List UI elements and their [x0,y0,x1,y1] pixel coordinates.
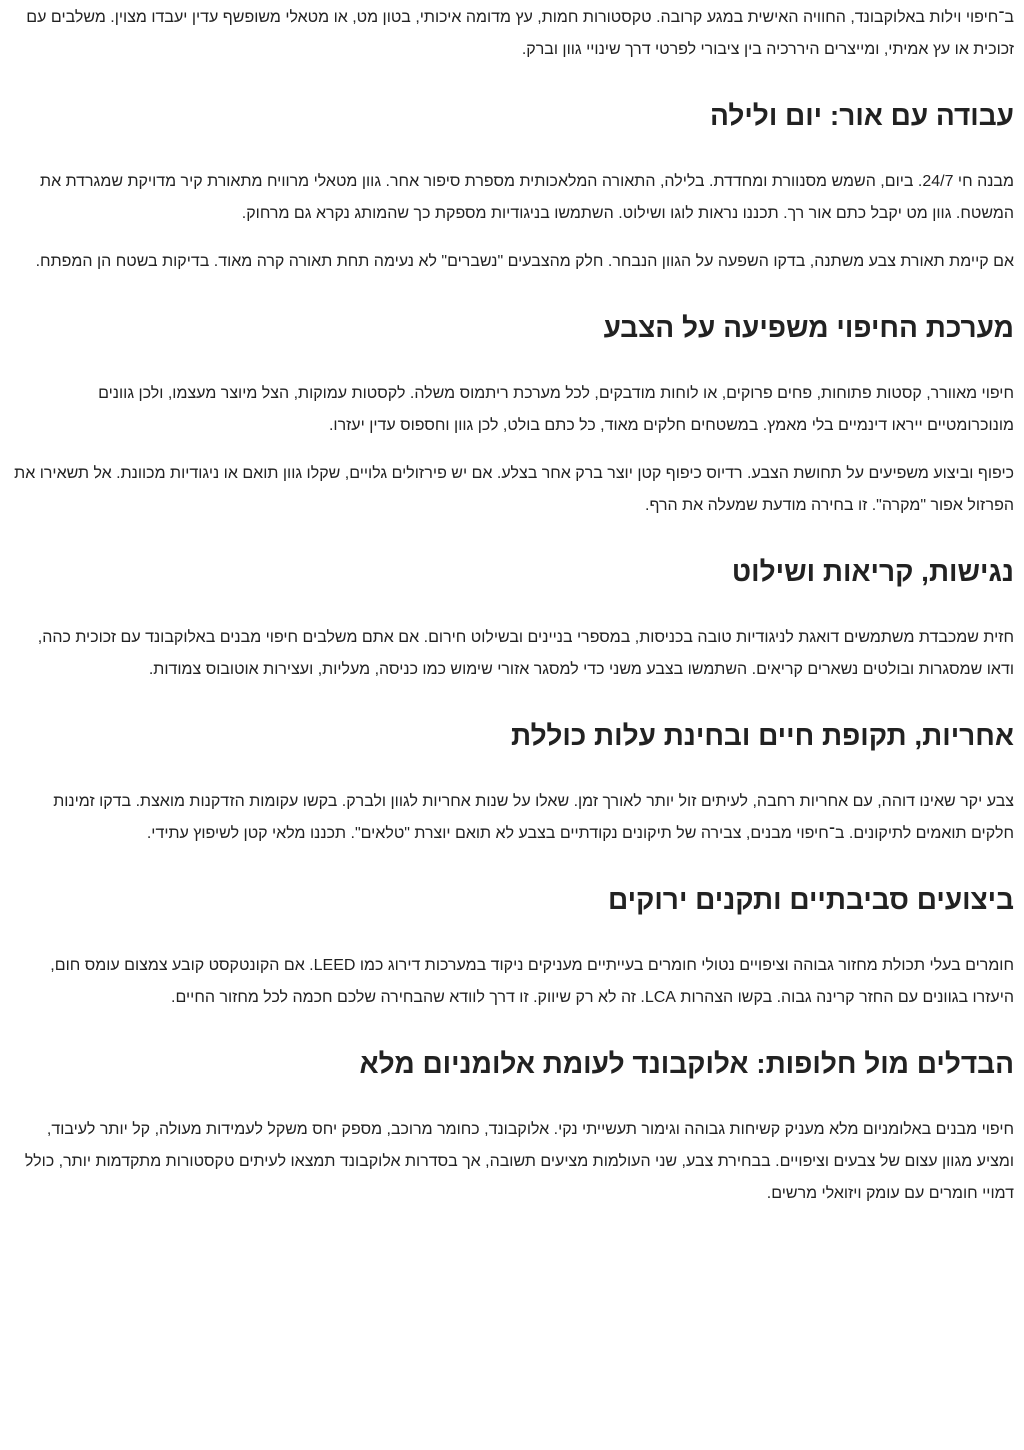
section-warranty-paragraph-1: צבע יקר שאינו דוהה, עם אחריות רחבה, לעיתים זול יותר לאורך זמן. שאלו על שנות אחריות לגוון ולברק. בקשו עקומות הזדקנות מואצת. בדקו זמינות חלקים תואמים לתיקונים. ב־חיפוי מבנים, צבירה של תיקונים נקודתיים בצבע לא תואם יוצרת "טלאים". תכננו מלאי קטן לשיפוץ עתידי. [53,793,1014,842]
section-light-paragraph-2: אם קיימת תאורת צבע משתנה, בדקו השפעה על הגוון הנבחר. חלק מהצבעים "נשברים" לא נעימה תחת תאורה קרה מאוד. בדיקות בשטח הן המפתח. [35,253,1014,270]
section-alternatives-paragraph-1: חיפוי מבנים באלומניום מלא מעניק קשיחות גבוהה וגימור תעשייתי נקי. אלוקבונד, כחומר מרוכב, מספק יחס משקל לעמידות מעולה, קל יותר לעיבוד, ומציע מגוון עצום של צבעים וציפויים. בבחירת צבע, שני העולמות מציעים תשובה, אך בסדרות אלוקבונד תמצאו לעיתים טקסטורות מתקדמות יותר, כולל דמויי חומרים עם עומק ויזואלי מרשים. [24,1121,1014,1202]
article-body [0,2,1024,1210]
section-cladding-paragraph-2: כיפוף וביצוע משפיעים על תחושת הצבע. רדיוס כיפוף קטן יוצר ברק אחר בצלע. אם יש פירזולים גלויים, שקלו גוון תואם או ניגודיות מכוונת. אל תשאירו את הפרזול אפור "מקרה". זו בחירה מודעת שמעלה את הרף. [14,465,1014,514]
section-light-paragraph-1: מבנה חי 24/7. ביום, השמש מסנוורת ומחדדת. בלילה, התאורה המלאכותית מספרת סיפור אחר. גוון מטאלי מרוויח מתאורת קיר מדויקת שמגרדת את המשטח. גוון מט יקבל כתם אור רך. תכננו נראות לוגו ושילוט. השתמשו בניגודיות מספקת כך שהמותג נקרא גם מרחוק. [40,173,1014,222]
section-heading-environmental: ביצועים סביבתיים ותקנים ירוקים [608,884,1014,915]
intro-paragraph: ב־חיפוי וילות באלוקבונד, החוויה האישית במגע קרובה. טקסטורות חמות, עץ מדומה איכותי, בטון מט, או מטאלי משופשף עדין יעבדו מצוין. משלבים עם זכוכית או עץ אמיתי, ומייצרים היררכיה בין ציבורי לפרטי דרך שינויי גוון וברק. [26,9,1014,58]
section-heading-light: עבודה עם אור: יום ולילה [709,100,1014,131]
section-cladding-paragraph-1: חיפוי מאוורר, קסטות פתוחות, פחים פרוקים, או לוחות מודבקים, לכל מערכת ריתמוס משלה. לקסטות עמוקות, הצל מיוצר מעצמו, ולכן גוונים מונוכרומטיים ייראו דינמיים בלי מאמץ. במשטחים חלקים מאוד, כל כתם בולט, לכן גוון וחספוס עדין יעזרו. [98,385,1014,434]
section-heading-cladding-system: מערכת החיפוי משפיעה על הצבע [603,312,1014,343]
section-accessibility-paragraph-1: חזית שמכבדת משתמשים דואגת לניגודיות טובה בכניסות, במספרי בניינים ובשילוט חירום. אם אתם משלבים חיפוי מבנים באלוקבונד עם זכוכית כהה, ודאו שמסגרות ובולטים נשארים קריאים. השתמשו בצבע משני כדי למסגר אזורי שימוש כמו כניסה, מעליות, ועצירות אוטובוס צמודות. [37,629,1014,678]
section-heading-accessibility: נגישות, קריאות ושילוט [731,556,1014,587]
section-heading-warranty: אחריות, תקופת חיים ובחינת עלות כוללת [511,720,1014,751]
section-heading-alternatives: הבדלים מול חלופות: אלוקבונד לעומת אלומניום מלא [359,1048,1014,1079]
section-environmental-paragraph-1: חומרים בעלי תכולת מחזור גבוהה וציפויים נטולי חומרים בעייתיים מעניקים ניקוד במערכות דירוג כמו LEED. אם הקונטקסט קובע צמצום עומס חום, היעזרו בגוונים עם החזר קרינה גבוה. בקשו הצהרות LCA. זה לא רק שיווק. זו דרך לוודא שהבחירה שלכם חכמה לכל מחזור החיים. [50,957,1014,1006]
